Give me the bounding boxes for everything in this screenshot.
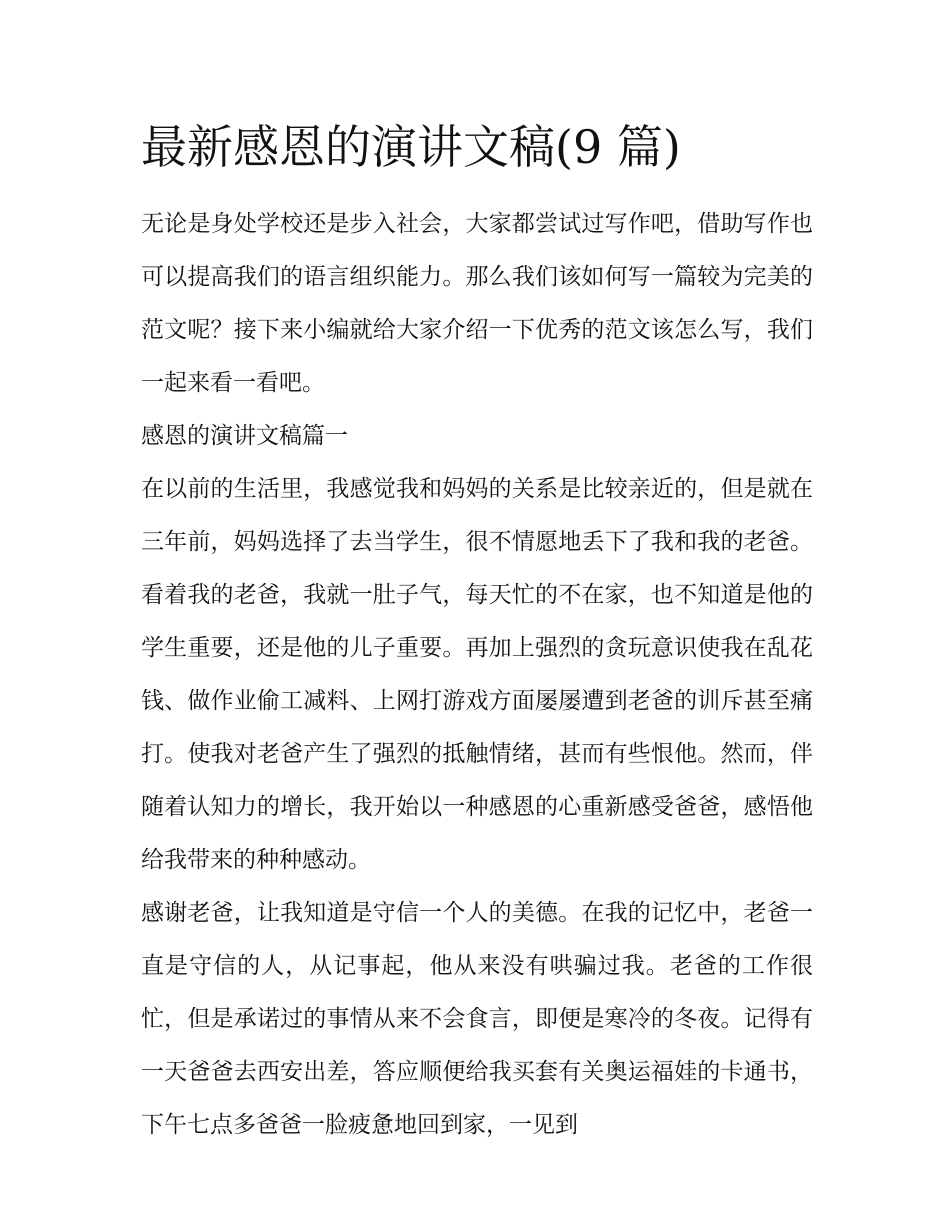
body-paragraph-2: 感谢老爸，让我知道是守信一个人的美德。在我的记忆中，老爸一直是守信的人，从记事起，他从来没有哄骗过我。老爸的工作很忙，但是承诺过的事情从来不会食言，即便是寒冷的冬夜。记得有一天爸爸去西安出差，答应顺便给我买套有关奥运福娃的卡通书，下午七点多爸爸一脸疲惫地回到家，一见到 (141, 900, 813, 1138)
section-heading: 感恩的演讲文稿篇一 (141, 423, 348, 449)
document-content (141, 112, 813, 1152)
intro-paragraph: 无论是身处学校还是步入社会，大家都尝试过写作吧，借助写作也可以提高我们的语言组织能力。那么我们该如何写一篇较为完美的范文呢？接下来小编就给大家介绍一下优秀的范文该怎么写，我们一起来看一看吧。 (141, 211, 813, 396)
document-title: 最新感恩的演讲文稿(9 篇) (141, 120, 681, 174)
body-paragraph-1: 在以前的生活里，我感觉我和妈妈的关系是比较亲近的，但是就在三年前，妈妈选择了去当学生，很不情愿地丢下了我和我的老爸。看着我的老爸，我就一肚子气，每天忙的不在家，也不知道是他的学生重要，还是他的儿子重要。再加上强烈的贪玩意识使我在乱花钱、做作业偷工减料、上网打游戏方面屡屡遭到老爸的训斥甚至痛打。使我对老爸产生了强烈的抵触情绪，甚而有些恨他。然而，伴随着认知力的增长，我开始以一种感恩的心重新感受爸爸，感悟他给我带来的种种感动。 (141, 476, 813, 873)
document-body (141, 198, 813, 1152)
